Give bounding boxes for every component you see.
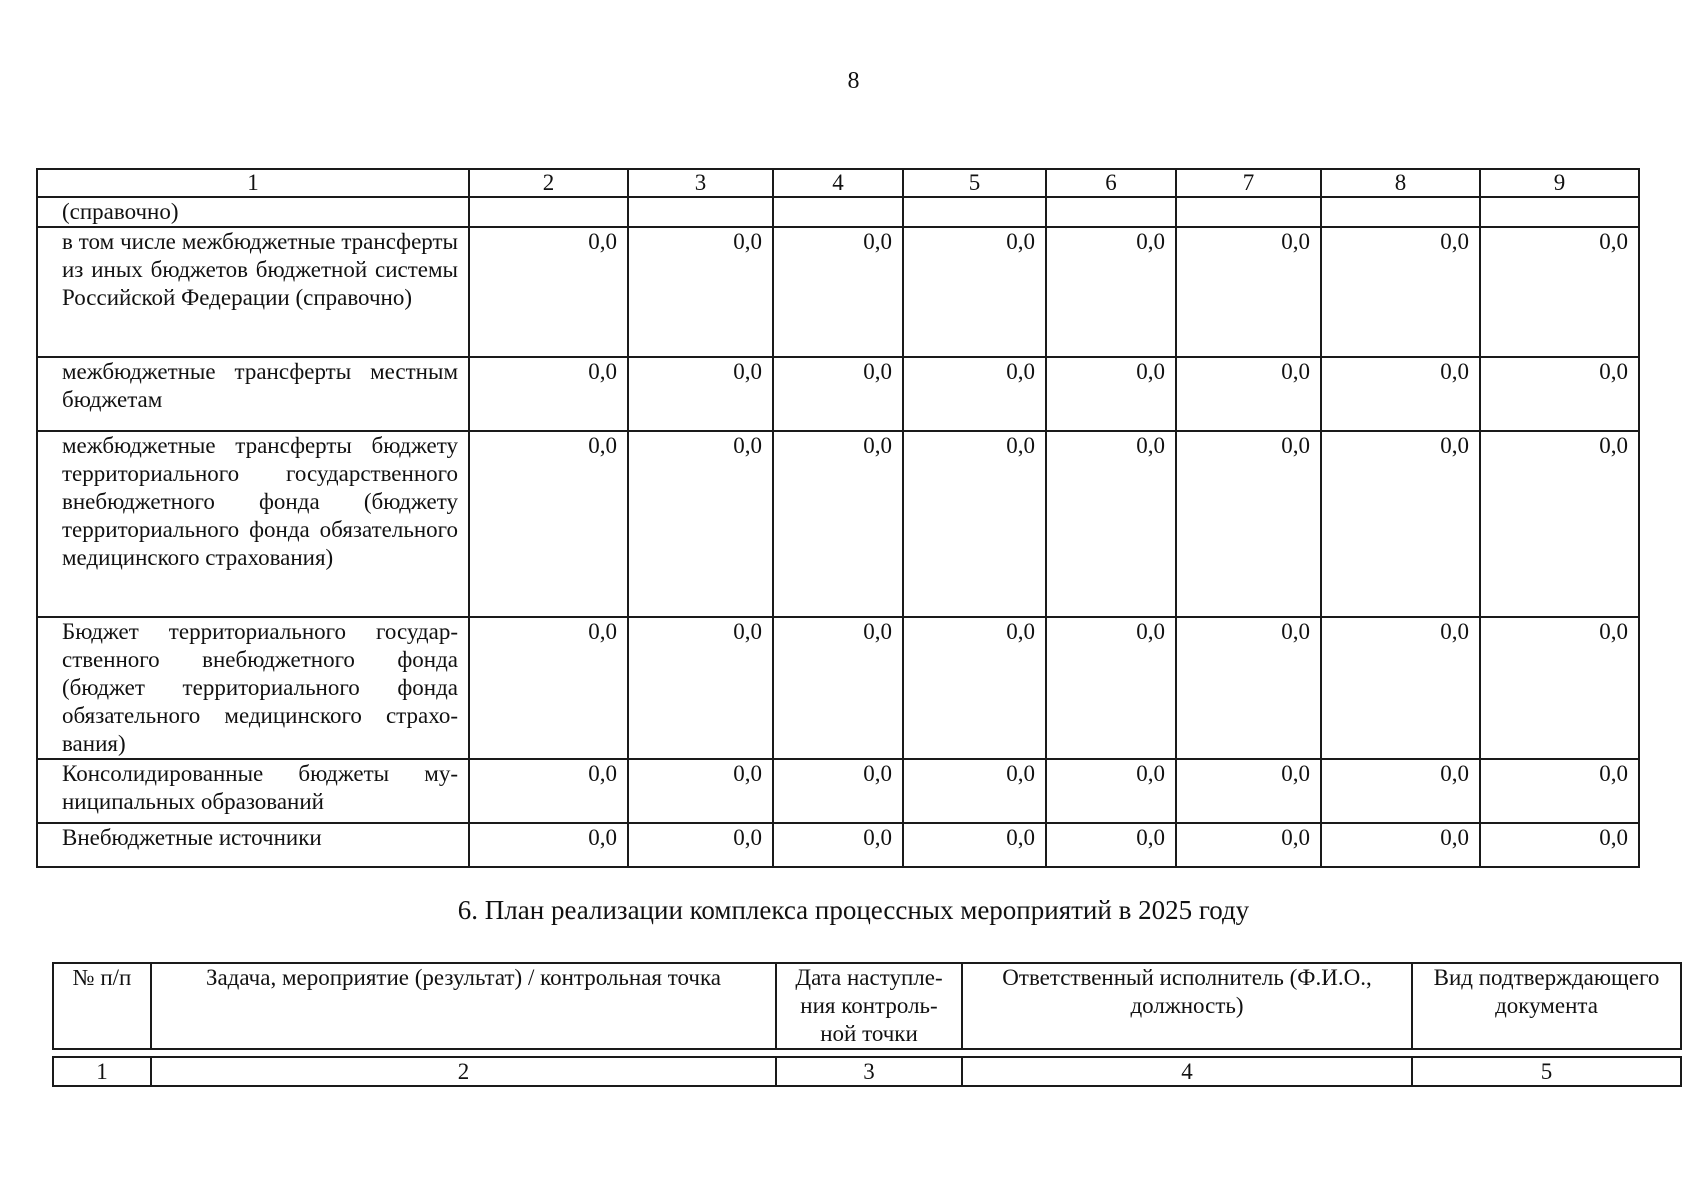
cell-value: [1321, 197, 1480, 227]
cell-value: 0,0: [469, 227, 628, 357]
cell-value: 0,0: [1176, 431, 1321, 617]
gap-cell: [776, 1049, 962, 1057]
column-header: № п/п: [53, 963, 151, 1049]
cell-value: 0,0: [1321, 823, 1480, 867]
cell-value: 0,0: [1046, 617, 1176, 759]
column-number-row: [37, 169, 1639, 197]
cell-value: 0,0: [1176, 227, 1321, 357]
cell-value: 0,0: [1480, 617, 1639, 759]
cell-value: 0,0: [1480, 227, 1639, 357]
row-label: (справочно): [37, 197, 469, 227]
cell-value: 0,0: [628, 357, 773, 431]
cell-value: 0,0: [1321, 357, 1480, 431]
table-row: [37, 197, 1639, 227]
cell-value: [1176, 197, 1321, 227]
gap-cell: [151, 1049, 776, 1057]
row-label: Бюджет территориального государственного внебюджетного фонда (бюджет территориального фонда обязательного медицинского страхования): [37, 617, 469, 759]
header-row: [53, 963, 1681, 1049]
cell-value: 0,0: [1046, 823, 1176, 867]
plan-table: [52, 962, 1682, 1087]
cell-value: 0,0: [1321, 431, 1480, 617]
cell-value: 0,0: [1176, 617, 1321, 759]
cell-value: 0,0: [1046, 431, 1176, 617]
column-number: 2: [151, 1057, 776, 1086]
cell-value: [773, 197, 903, 227]
column-number: 1: [37, 169, 469, 197]
column-header: Дата наступления контрольной точки: [776, 963, 962, 1049]
cell-value: 0,0: [903, 431, 1046, 617]
column-number: 2: [469, 169, 628, 197]
cell-value: 0,0: [628, 431, 773, 617]
cell-value: 0,0: [628, 823, 773, 867]
cell-value: 0,0: [903, 823, 1046, 867]
finance-table: [36, 168, 1640, 868]
gap-cell: [1412, 1049, 1681, 1057]
column-number: 6: [1046, 169, 1176, 197]
cell-value: [1480, 197, 1639, 227]
cell-value: 0,0: [903, 227, 1046, 357]
cell-value: 0,0: [1321, 617, 1480, 759]
column-number: 1: [53, 1057, 151, 1086]
table-row: [37, 227, 1639, 357]
row-label: межбюджетные трансферты местным бюджетам: [37, 357, 469, 431]
row-label: Консолидированные бюджеты муниципальных образований: [37, 759, 469, 823]
column-number: 9: [1480, 169, 1639, 197]
cell-value: 0,0: [1176, 357, 1321, 431]
table-row: [37, 617, 1639, 759]
row-label: в том числе межбюджетные трансферты из иных бюджетов бюджетной системы Российской Федерации (справочно): [37, 227, 469, 357]
column-number: 3: [776, 1057, 962, 1086]
header-gap: [53, 1049, 1681, 1057]
cell-value: 0,0: [1046, 227, 1176, 357]
cell-value: 0,0: [469, 431, 628, 617]
cell-value: 0,0: [1046, 759, 1176, 823]
cell-value: 0,0: [773, 823, 903, 867]
cell-value: [903, 197, 1046, 227]
row-label: Внебюджетные источники: [37, 823, 469, 867]
cell-value: 0,0: [628, 759, 773, 823]
cell-value: 0,0: [903, 617, 1046, 759]
cell-value: 0,0: [1321, 759, 1480, 823]
cell-value: 0,0: [469, 823, 628, 867]
gap-cell: [962, 1049, 1412, 1057]
cell-value: [1046, 197, 1176, 227]
cell-value: 0,0: [773, 227, 903, 357]
column-number: 4: [962, 1057, 1412, 1086]
column-number-row: [53, 1057, 1681, 1086]
table-row: [37, 431, 1639, 617]
table-row: [37, 759, 1639, 823]
table-row: [37, 823, 1639, 867]
cell-value: 0,0: [773, 357, 903, 431]
column-number: 5: [1412, 1057, 1681, 1086]
table-row: [37, 357, 1639, 431]
cell-value: 0,0: [628, 227, 773, 357]
gap-cell: [53, 1049, 151, 1057]
cell-value: 0,0: [469, 617, 628, 759]
cell-value: [628, 197, 773, 227]
cell-value: 0,0: [773, 431, 903, 617]
cell-value: 0,0: [1480, 759, 1639, 823]
column-number: 3: [628, 169, 773, 197]
cell-value: [469, 197, 628, 227]
cell-value: 0,0: [1176, 823, 1321, 867]
cell-value: 0,0: [773, 759, 903, 823]
column-number: 5: [903, 169, 1046, 197]
row-label: межбюджетные трансферты бюджету территориального государственного внебюджетного фонда (бюджету территориального фонда обязательного медицинского страхования): [37, 431, 469, 617]
column-header: Задача, мероприятие (результат) / контрольная точка: [151, 963, 776, 1049]
cell-value: 0,0: [903, 759, 1046, 823]
cell-value: 0,0: [773, 617, 903, 759]
column-header: Вид подтверждающего документа: [1412, 963, 1681, 1049]
cell-value: 0,0: [1176, 759, 1321, 823]
cell-value: 0,0: [1321, 227, 1480, 357]
column-header: Ответственный исполнитель (Ф.И.О., должность): [962, 963, 1412, 1049]
cell-value: 0,0: [1046, 357, 1176, 431]
cell-value: 0,0: [903, 357, 1046, 431]
column-number: 8: [1321, 169, 1480, 197]
cell-value: 0,0: [628, 617, 773, 759]
column-number: 7: [1176, 169, 1321, 197]
cell-value: 0,0: [469, 357, 628, 431]
page-number: 8: [847, 68, 860, 94]
cell-value: 0,0: [1480, 431, 1639, 617]
cell-value: 0,0: [1480, 823, 1639, 867]
cell-value: 0,0: [469, 759, 628, 823]
column-number: 4: [773, 169, 903, 197]
section-heading: 6. План реализации комплекса процессных мероприятий в 2025 году: [457, 895, 1250, 925]
cell-value: 0,0: [1480, 357, 1639, 431]
